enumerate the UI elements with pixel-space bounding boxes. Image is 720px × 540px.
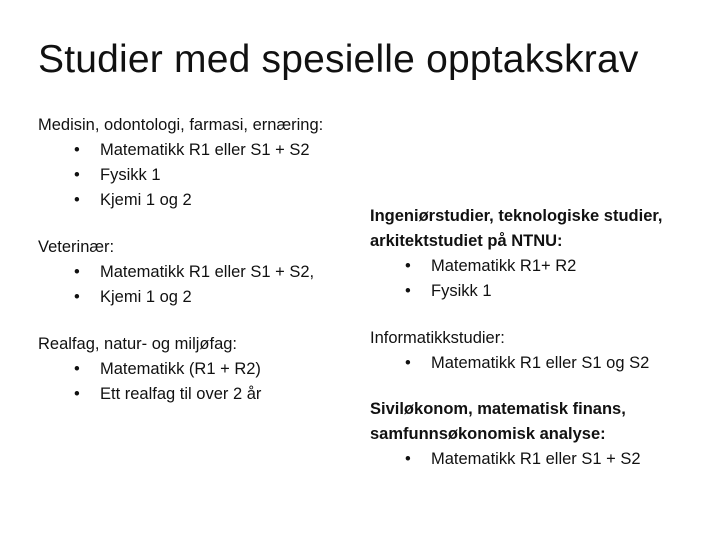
- list-item-text: Fysikk 1: [431, 282, 492, 300]
- list-item: [38, 260, 368, 285]
- list-item-text: Matematikk R1+ R2: [431, 257, 577, 275]
- list-item-text: Kjemi 1 og 2: [100, 191, 192, 209]
- bullet-list: [38, 260, 368, 310]
- list-item: [38, 382, 368, 407]
- section-heading-line: Ingeniørstudier, teknologiske studier,: [370, 207, 663, 225]
- list-item: [38, 357, 368, 382]
- section-sivilokonom: [370, 397, 715, 472]
- bullet-icon: •: [405, 282, 411, 300]
- bullet-icon: •: [405, 354, 411, 372]
- list-item-text: Matematikk R1 eller S1 og S2: [431, 354, 650, 372]
- section-informatikk: [370, 326, 715, 376]
- list-item: [38, 138, 368, 163]
- list-item-text: Ett realfag til over 2 år: [100, 385, 262, 403]
- section-medisin: [38, 113, 368, 213]
- list-item-text: Matematikk R1 eller S1 + S2: [100, 141, 310, 159]
- slide-title: Studier med spesielle opptakskrav: [38, 38, 639, 81]
- section-heading-line: Siviløkonom, matematisk finans,: [370, 400, 626, 418]
- list-item: [370, 351, 715, 376]
- left-column: [38, 113, 368, 429]
- list-item-text: Matematikk R1 eller S1 + S2: [431, 450, 641, 468]
- bullet-icon: •: [74, 141, 80, 159]
- list-item-text: Matematikk (R1 + R2): [100, 360, 261, 378]
- list-item: [370, 254, 715, 279]
- list-item-text: Matematikk R1 eller S1 + S2,: [100, 263, 315, 281]
- section-veterinaer: [38, 235, 368, 310]
- bullet-icon: •: [405, 450, 411, 468]
- bullet-list: [38, 357, 368, 407]
- list-item: [370, 447, 715, 472]
- right-column: [370, 204, 715, 493]
- bullet-list: [370, 254, 715, 304]
- bullet-icon: •: [74, 191, 80, 209]
- list-item: [38, 285, 368, 310]
- bullet-list: [370, 447, 715, 472]
- section-heading: Medisin, odontologi, farmasi, ernæring:: [38, 116, 324, 134]
- section-heading-line: arkitektstudiet på NTNU:: [370, 232, 563, 250]
- bullet-icon: •: [74, 166, 80, 184]
- bullet-icon: •: [74, 385, 80, 403]
- list-item-text: Fysikk 1: [100, 166, 161, 184]
- section-heading: Veterinær:: [38, 238, 115, 256]
- bullet-list: [370, 351, 715, 376]
- section-heading: Realfag, natur- og miljøfag:: [38, 335, 238, 353]
- list-item-text: Kjemi 1 og 2: [100, 288, 192, 306]
- list-item: [38, 163, 368, 188]
- section-ingenior: [370, 204, 715, 304]
- bullet-list: [38, 138, 368, 213]
- bullet-icon: •: [74, 263, 80, 281]
- bullet-icon: •: [405, 257, 411, 275]
- list-item: [38, 188, 368, 213]
- bullet-icon: •: [74, 360, 80, 378]
- list-item: [370, 279, 715, 304]
- section-heading: Informatikkstudier:: [370, 329, 505, 347]
- section-realfag: [38, 332, 368, 407]
- bullet-icon: •: [74, 288, 80, 306]
- section-heading-line: samfunnsøkonomisk analyse:: [370, 425, 606, 443]
